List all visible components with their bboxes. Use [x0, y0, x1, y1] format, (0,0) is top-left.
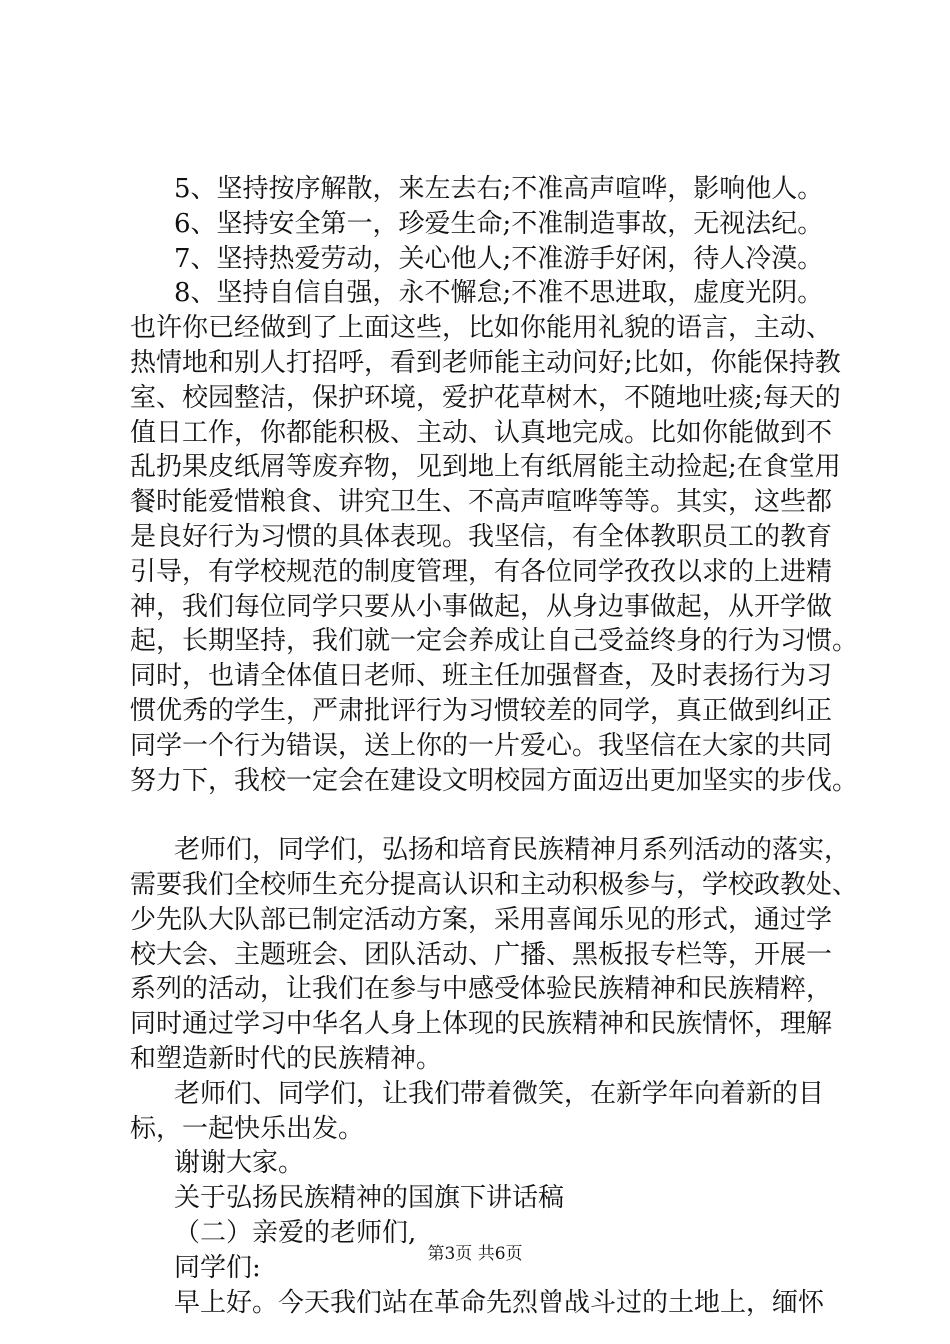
text-line: 少先队大队部已制定活动方案，采用喜闻乐见的形式，通过学	[130, 904, 833, 935]
text-line: 也许你已经做到了上面这些，比如你能用礼貌的语言，主动、	[130, 313, 833, 344]
text-line: 同学一个行为错误，送上你的一片爱心。我坚信在大家的共同	[130, 730, 833, 761]
text-line: 惯优秀的学生，严肃批评行为习惯较差的同学，真正做到纠正	[130, 695, 833, 726]
text-line: 和塑造新时代的民族精神。	[130, 1043, 443, 1074]
text-line: 校大会、主题班会、团队活动、广播、黑板报专栏等，开展一	[130, 939, 833, 970]
text-line: 关于弘扬民族精神的国旗下讲话稿	[174, 1183, 565, 1214]
text-line: 6、坚持安全第一，珍爱生命;不准制造事故，无视法纪。	[174, 208, 824, 239]
text-line: 引导，有学校规范的制度管理，有各位同学孜孜以求的上进精	[130, 556, 833, 587]
text-line: 需要我们全校师生充分提高认识和主动积极参与，学校政教处、	[130, 869, 859, 900]
text-line: 老师们、同学们，让我们带着微笑，在新学年向着新的目	[174, 1078, 825, 1109]
text-line: 同时通过学习中华名人身上体现的民族精神和民族情怀，理解	[130, 1009, 833, 1040]
text-line: （二）亲爱的老师们,	[174, 1217, 417, 1248]
text-line: 餐时能爱惜粮食、讲究卫生、不高声喧哗等等。其实，这些都	[130, 487, 833, 518]
text-line: 5、坚持按序解散，来左去右;不准高声喧哗，影响他人。	[174, 174, 824, 204]
text-line: 乱扔果皮纸屑等废弃物，见到地上有纸屑能主动捡起;在食堂用	[130, 452, 841, 483]
text-line: 标，一起快乐出发。	[130, 1113, 365, 1144]
document-body	[130, 172, 859, 1320]
text-line: 7、坚持热爱劳动，关心他人;不准游手好闲，待人冷漠。	[174, 243, 824, 274]
text-line: 是良好行为习惯的具体表现。我坚信，有全体教职员工的教育	[130, 521, 833, 552]
text-line: 同时，也请全体值日老师、班主任加强督查，及时表扬行为习	[130, 661, 833, 692]
paragraph-gap	[130, 798, 830, 833]
text-line: 神，我们每位同学只要从小事做起，从身边事做起，从开学做	[130, 591, 833, 622]
text-line: 谢谢大家。	[174, 1148, 305, 1179]
page-number-footer: 第3页 共6页	[427, 1244, 523, 1264]
text-line: 室、校园整洁，保护环境，爱护花草树木，不随地吐痰;每天的	[130, 382, 841, 413]
text-line: 系列的活动，让我们在参与中感受体验民族精神和民族精粹，	[130, 974, 833, 1005]
text-line: 努力下，我校一定会在建设文明校园方面迈出更加坚实的步伐。	[130, 765, 859, 796]
text-line: 同学们:	[174, 1252, 261, 1283]
text-line: 老师们，同学们，弘扬和培育民族精神月系列活动的落实，	[174, 835, 851, 866]
text-line: 热情地和别人打招呼，看到老师能主动问好;比如，你能保持教	[130, 347, 841, 378]
text-line: 值日工作，你都能积极、主动、认真地完成。比如你能做到不	[130, 417, 833, 448]
text-line: 起，长期坚持，我们就一定会养成让自己受益终身的行为习惯。	[130, 626, 859, 657]
text-line: 早上好。今天我们站在革命先烈曾战斗过的土地上，缅怀	[174, 1287, 825, 1318]
text-line: 8、坚持自信自强，永不懈怠;不准不思进取，虚度光阴。	[174, 278, 824, 309]
